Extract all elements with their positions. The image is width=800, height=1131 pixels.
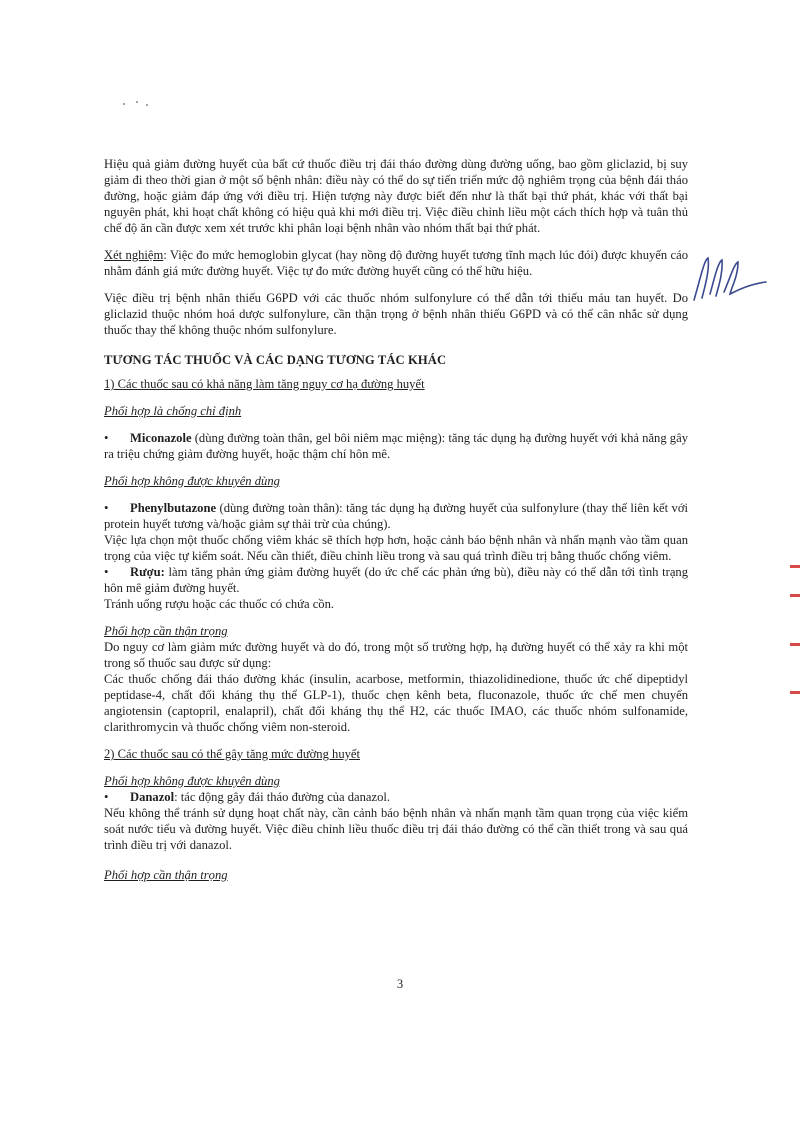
edge-mark (790, 691, 800, 694)
edge-mark (790, 643, 800, 646)
edge-mark (790, 565, 800, 568)
phenylbutazone-note: Việc lựa chọn một thuốc chống viêm khác sẽ thích hợp hơn, hoặc cảnh báo bệnh nhân và nhấn mạnh vào tầm quan trọng của việc tự kiểm soát. Nếu cần thiết, điều chỉnh liều trong và sau quá trình điều trị bằng thuốc chống viêm. (104, 533, 688, 563)
subheading-contraindicated: Phối hợp là chống chỉ định (104, 404, 242, 418)
drug-name-miconazole: Miconazole (130, 431, 192, 445)
bullet-marker: • (104, 431, 109, 445)
phenylbutazone-text: (dùng đường toàn thân): tăng tác dụng hạ đường huyết của sulfonylure (thay thế liên kết với protein huyết tương và/hoặc giảm sự thải trừ của chúng). (104, 501, 688, 531)
bullet-marker: • (104, 790, 109, 804)
scan-speck (146, 104, 148, 106)
document-body (104, 156, 688, 883)
alcohol-text: làm tăng phản ứng giảm đường huyết (do ức chế các phản ứng bù), điều này có thể dẫn tới tình trạng hôn mê giảm đường huyết. (104, 565, 688, 595)
bullet-marker: • (104, 501, 109, 515)
subsection-2-title: 2) Các thuốc sau có thể gây tăng mức đường huyết (104, 747, 361, 761)
edge-mark (790, 594, 800, 597)
danazol-note: Nếu không thể tránh sử dụng hoạt chất này, cần cảnh báo bệnh nhân và nhấn mạnh tầm quan trọng của việc kiểm soát nước tiểu và đường huyết. Việc điều chỉnh liều thuốc điều trị đái tháo đường có thể cần thiết trong và sau quá trình điều trị với danazol. (104, 806, 688, 852)
paragraph-lab-tests (104, 247, 688, 279)
alcohol-note: Tránh uống rượu hoặc các thuốc có chứa cồn. (104, 597, 335, 611)
lab-tests-label: Xét nghiệm (104, 248, 164, 262)
subheading-caution: Phối hợp cần thận trọng (104, 624, 228, 638)
bullet-alcohol (104, 564, 688, 596)
section-heading: TƯƠNG TÁC THUỐC VÀ CÁC DẠNG TƯƠNG TÁC KHÁC (104, 353, 447, 367)
subheading-caution-2: Phối hợp cần thận trọng (104, 868, 228, 882)
bullet-miconazole (104, 430, 688, 462)
handwritten-initials (690, 250, 770, 310)
danazol-text: : tác động gây đái tháo đường của danazol. (174, 790, 391, 804)
lab-tests-text: : Việc đo mức hemoglobin glycat (hay nồng độ đường huyết tương tĩnh mạch lúc đói) được khuyến cáo nhằm đánh giá mức đường huyết. Việc tự đo mức đường huyết cũng có thể hữu hiệu. (104, 248, 688, 278)
scan-speck (123, 103, 125, 105)
bullet-phenylbutazone (104, 500, 688, 532)
bullet-danazol (104, 789, 688, 805)
subheading-not-recommended: Phối hợp không được khuyên dùng (104, 474, 280, 488)
scan-speck (136, 101, 138, 103)
page-number: 3 (396, 977, 404, 991)
paragraph-secondary-failure: Hiệu quả giảm đường huyết của bất cứ thuốc điều trị đái tháo đường dùng đường uống, bao gồm gliclazid, bị suy giảm đi theo thời gian ở một số bệnh nhân: điều này có thể do sự tiến triển mức độ nghiêm trọng của bệnh đái tháo đường, hoặc giảm đáp ứng với điều trị. Hiện tượng này được biết đến như là thất bại thứ phát, khác với thất bại nguyên phát, khi hoạt chất không có hiệu quả khi mới điều trị. Việc điều chỉnh liều một cách thích hợp và tuân thủ chế độ ăn cần được xem xét trước khi phân loại bệnh nhân vào nhóm thất bại thứ phát. (104, 157, 688, 235)
drug-name-phenylbutazone: Phenylbutazone (130, 501, 217, 515)
subsection-1-title: 1) Các thuốc sau có khả năng làm tăng nguy cơ hạ đường huyết (104, 377, 425, 391)
paragraph-g6pd: Việc điều trị bệnh nhân thiếu G6PD với các thuốc nhóm sulfonylure có thể dẫn tới thiếu máu tan huyết. Do gliclazid thuộc nhóm hoá dược sulfonylure, cần thận trọng ở bệnh nhân thiếu G6PD và có thể cân nhắc sử dụng thuốc thay thế không thuộc nhóm sulfonylure. (104, 291, 688, 337)
miconazole-text: (dùng đường toàn thân, gel bôi niêm mạc miệng): tăng tác dụng hạ đường huyết với khả năng gây ra triệu chứng giảm đường huyết, hoặc thậm chí hôn mê. (104, 431, 688, 461)
subheading-not-recommended-2: Phối hợp không được khuyên dùng (104, 774, 280, 788)
drug-name-danazol: Danazol (130, 790, 175, 804)
bullet-marker: • (104, 565, 109, 579)
caution-drug-list: Các thuốc chống đái tháo đường khác (insulin, acarbose, metformin, thiazolidinedione, thuốc ức chế dipeptidyl peptidase-4, chất đối kháng thụ thể GLP-1), thuốc chẹn kênh beta, fluconazole, thuốc ức chế men chuyển angiotensin (captopril, enalapril), chất đối kháng thụ thể H2, các thuốc IMAO, các thuốc nhóm sulfonamide, clarithromycin và thuốc chống viêm non-steroid. (104, 672, 688, 734)
caution-intro: Do nguy cơ làm giảm mức đường huyết và do đó, trong một số trường hợp, hạ đường huyết có thể xảy ra khi một trong số thuốc sau được sử dụng: (104, 640, 688, 670)
drug-name-alcohol: Rượu: (130, 565, 165, 579)
